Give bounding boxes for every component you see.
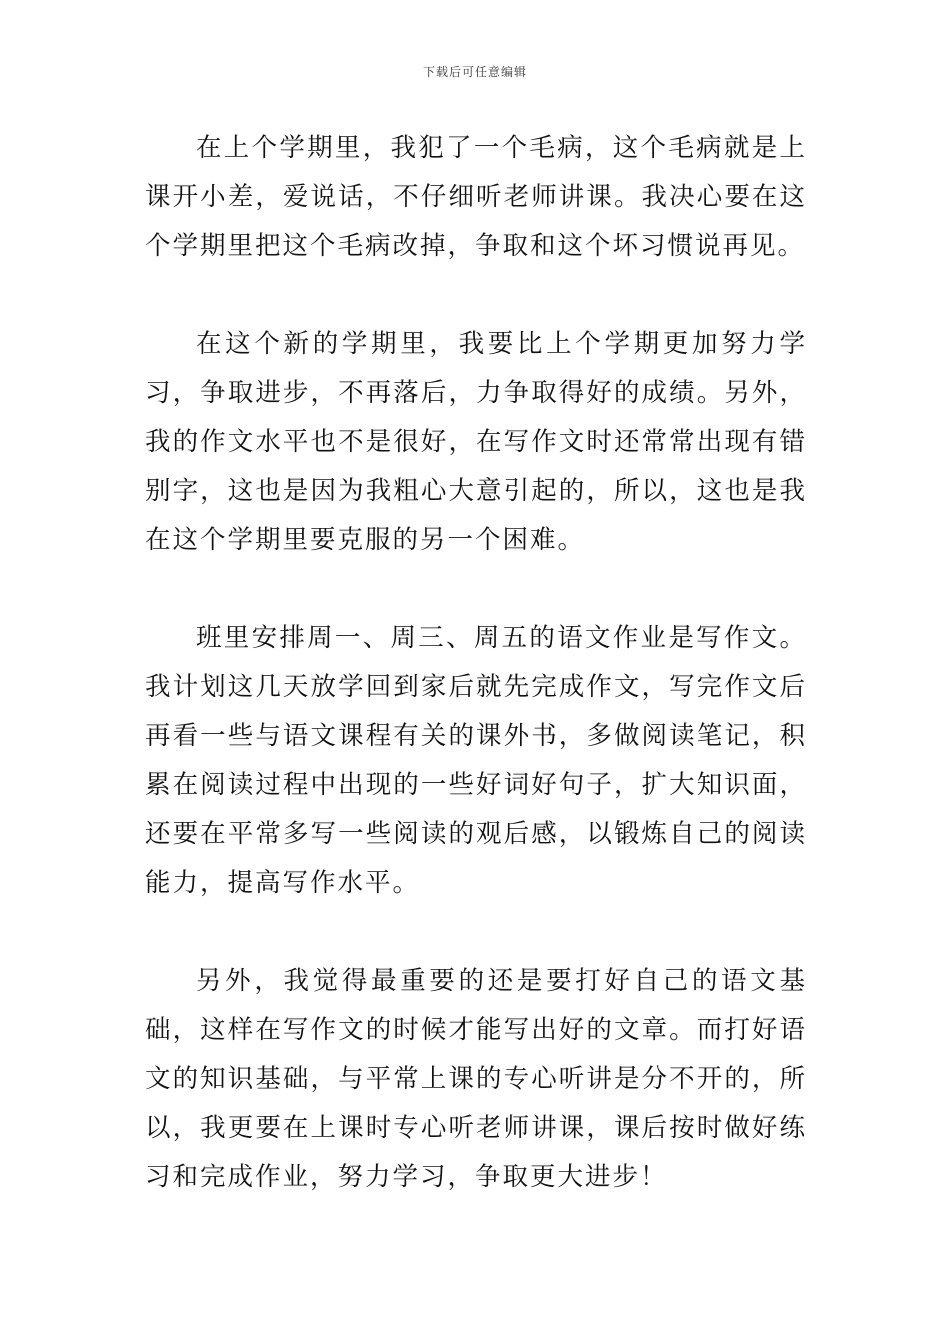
paragraph-1: 在上个学期里，我犯了一个毛病，这个毛病就是上课开小差，爱说话，不仔细听老师讲课。我决心要在这个学期里把这个毛病改掉，争取和这个坏习惯说再见。 [145,133,807,261]
paragraph-2: 在这个新的学期里，我要比上个学期更加努力学习，争取进步，不再落后，力争取得好的成绩。另外，我的作文水平也不是很好，在写作文时还常常出现有错别字，这也是因为我粗心大意引起的，所以，这也是我在这个学期里要克服的另一个困难。 [145,329,807,555]
paragraph-3: 班里安排周一、周三、周五的语文作业是写作文。我计划这几天放学回到家后就先完成作文，写完作文后再看一些与语文课程有关的课外书，多做阅读笔记，积累在阅读过程中出现的一些好词好句子，扩大知识面，还要在平常多写一些阅读的观后感，以锻炼自己的阅读能力，提高写作水平。 [145,623,807,898]
paragraph-4: 另外，我觉得最重要的还是要打好自己的语文基础，这样在写作文的时候才能写出好的文章。而打好语文的知识基础，与平常上课的专心听讲是分不开的，所以，我更要在上课时专心听老师讲课，课后按时做好练习和完成作业，努力学习，争取更大进步！ [145,966,807,1192]
document-body [145,124,807,1202]
page-header: 下载后可任意编辑 [422,65,527,79]
